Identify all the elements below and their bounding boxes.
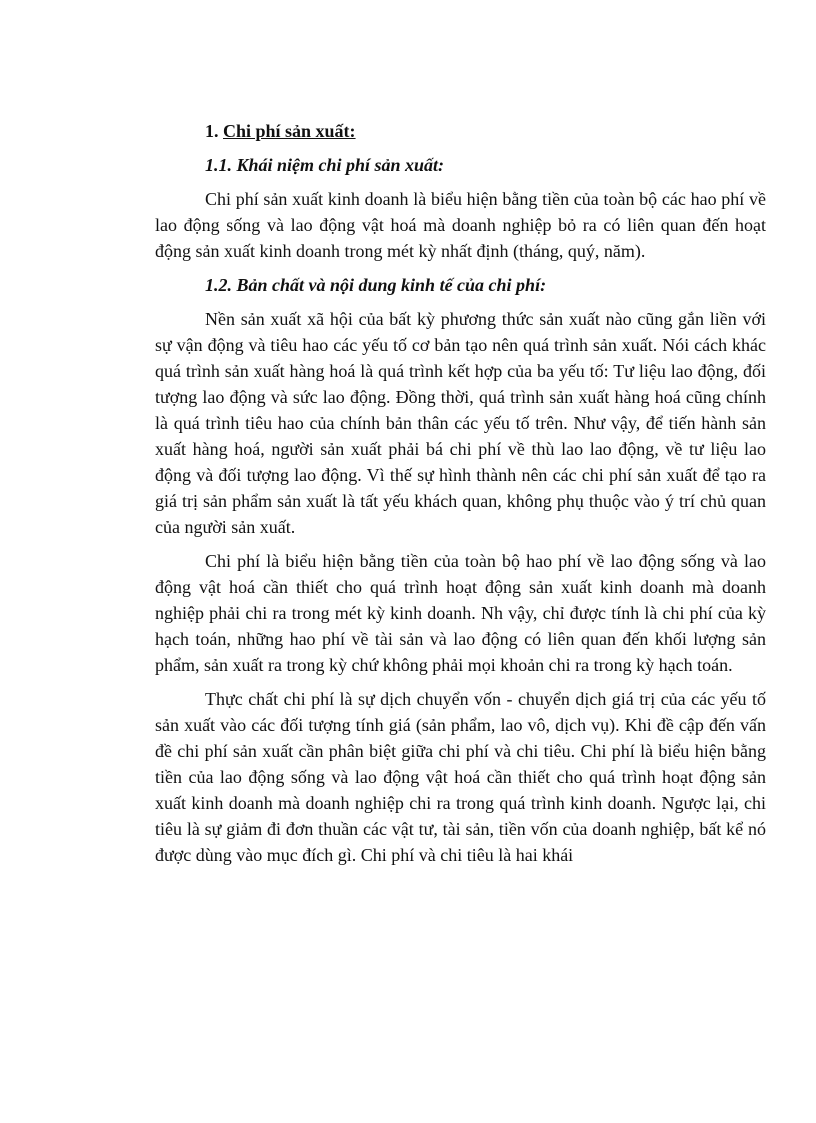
heading-chi-phi-san-xuat bbox=[155, 118, 766, 144]
heading-number: 1. bbox=[205, 121, 219, 141]
paragraph-ban-chat-3: Thực chất chi phí là sự dịch chuyển vốn - chuyển dịch giá trị của các yếu tố sản xuất vào các đối tượng tính giá (sản phẩm, lao vô, dịch vụ). Khi đề cập đến vấn đề chi phí sản xuất cần phân biệt giữa chi phí và chi tiêu. Chi phí là biểu hiện bằng tiền của lao động sống và lao động vật hoá cần thiết cho quá trình hoạt động sản xuất kinh doanh mà doanh nghiệp chi ra trong quá trình kinh doanh. Ngược lại, chi tiêu là sự giảm đi đơn thuần các vật tư, tài sản, tiền vốn của doanh nghiệp, bất kể nó được dùng vào mục đích gì. Chi phí và chi tiêu là hai khái bbox=[155, 689, 766, 865]
heading-title: Chi phí sản xuất: bbox=[223, 121, 356, 141]
paragraph-khai-niem: Chi phí sản xuất kinh doanh là biểu hiện bằng tiền của toàn bộ các hao phí về lao động sống và lao động vật hoá mà doanh nghiệp bỏ ra có liên quan đến hoạt động sản xuất kinh doanh trong mét kỳ nhất định (tháng, quý, năm). bbox=[155, 189, 766, 261]
heading-ban-chat: 1.2. Bản chất và nội dung kinh tế của chi phí: bbox=[205, 275, 547, 295]
paragraph-ban-chat-2: Chi phí là biểu hiện bằng tiền của toàn bộ hao phí về lao động sống và lao động vật hoá cần thiết cho quá trình hoạt động sản xuất kinh doanh mà doanh nghiệp phải chi ra trong mét kỳ kinh doanh. Nh vậy, chỉ được tính là chi phí của kỳ hạch toán, những hao phí về tài sản và lao động có liên quan đến khối lượng sản phẩm, sản xuất ra trong kỳ chứ không phải mọi khoản chi ra trong kỳ hạch toán. bbox=[155, 551, 766, 675]
document-content bbox=[155, 118, 766, 876]
heading-khai-niem: 1.1. Khái niệm chi phí sản xuất: bbox=[205, 155, 445, 175]
paragraph-ban-chat-1: Nền sản xuất xã hội của bất kỳ phương thức sản xuất nào cũng gắn liền với sự vận động và tiêu hao các yếu tố cơ bản tạo nên quá trình sản xuất. Nói cách khác quá trình sản xuất hàng hoá là quá trình kết hợp của ba yếu tố: Tư liệu lao động, đối tượng lao động và sức lao động. Đồng thời, quá trình sản xuất hàng hoá cũng chính là quá trình tiêu hao của chính bản thân các yếu tố trên. Như vậy, để tiến hành sản xuất hàng hoá, người sản xuất phải bá chi phí về thù lao lao động, về tư liệu lao động và đối tượng lao động. Vì thế sự hình thành nên các chi phí sản xuất để tạo ra giá trị sản phẩm sản xuất là tất yếu khách quan, không phụ thuộc vào ý trí chủ quan của người sản xuất. bbox=[155, 309, 766, 537]
